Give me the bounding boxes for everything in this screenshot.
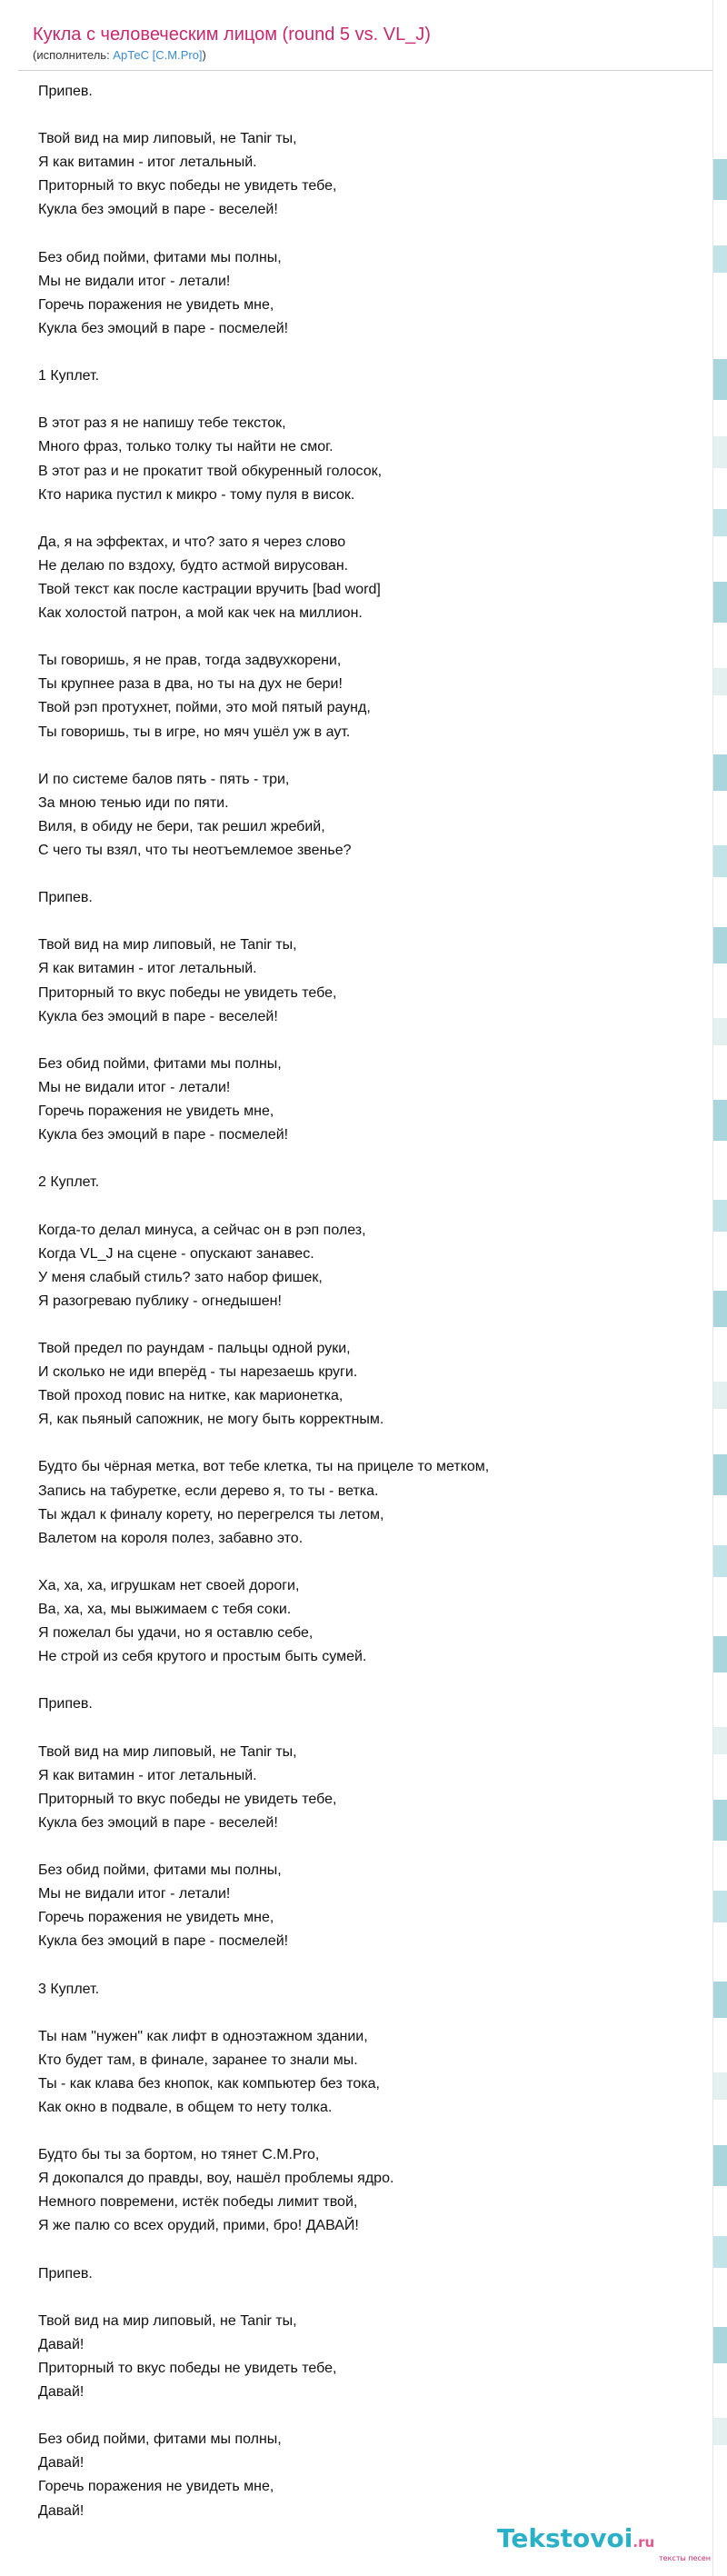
decorative-stripe — [712, 1545, 727, 1577]
decorative-stripe — [712, 845, 727, 877]
lyrics-line: Я как витамин - итог летальный. — [38, 155, 257, 171]
decorative-stripe — [712, 1382, 727, 1409]
lyrics-line: Твой проход повис на нитке, как марионетка, — [38, 1388, 344, 1404]
decorative-stripe — [712, 1100, 727, 1141]
lyrics-stanza — [38, 1337, 712, 1432]
lyrics-line: Кукла без эмоций в паре - посмелей! — [38, 1933, 289, 1950]
lyrics-line: Когда-то делал минуса, а сейчас он в рэп полез, — [38, 1222, 366, 1238]
lyrics-line: Не строй из себя крутого и простым быть сумей. — [38, 1649, 367, 1665]
lyrics-line: Припев. — [38, 1696, 93, 1712]
lyrics-line: Горечь поражения не увидеть мне, — [38, 1103, 274, 1120]
decorative-stripe — [712, 2327, 727, 2363]
lyrics-line: За мною тенью иди по пяти. — [38, 794, 229, 811]
lyrics-line: Валетом на короля полез, забавно это. — [38, 1530, 304, 1546]
lyrics-line: Мы не видали итог - летали! — [38, 273, 231, 289]
lyrics-line: Будто бы чёрная метка, вот тебе клетка, ты на прицеле то метком, — [38, 1459, 490, 1475]
lyrics-stanza — [38, 80, 712, 104]
lyrics-line: Много фраз, только толку ты найти не смог. — [38, 439, 334, 455]
lyrics-line: Ты ждал к финалу корету, но перегрелся ты летом, — [38, 1506, 384, 1523]
lyrics-stanza — [38, 2428, 712, 2522]
lyrics-line: Будто бы ты за бортом, но тянет C.M.Pro, — [38, 2147, 320, 2163]
lyrics-line: Кукла без эмоций в паре - посмелей! — [38, 320, 289, 336]
lyrics-line: Я разогреваю публику - огнедышен! — [38, 1293, 282, 1309]
lyrics-line: Не делаю по вздоху, будто астмой вирусован. — [38, 557, 349, 574]
lyrics-line: Приторный то вкус победы не увидеть тебе, — [38, 2361, 337, 2376]
lyrics-line: Да, я на эффектах, и что? зато я через слово — [38, 534, 346, 550]
decorative-stripe — [712, 159, 727, 200]
lyrics-line: Твой вид на мир липовый, не Tanir ты, — [38, 131, 297, 147]
lyrics-line: Твой вид на мир липовый, не Tanir ты, — [38, 1743, 297, 1760]
decorative-stripe — [712, 2145, 727, 2186]
decorative-stripe — [712, 436, 727, 468]
decorative-stripe — [712, 1636, 727, 1672]
lyrics-line: Приторный то вкус победы не увидеть тебе, — [38, 984, 337, 1001]
lyrics-line: Твой рэп протухнет, пойми, это мой пятый раунд, — [38, 700, 371, 716]
lyrics-line: Ты - как клава без кнопок, как компьютер без тока, — [38, 2075, 380, 2092]
lyrics-line: Без обид пойми, фитами мы полны, — [38, 1862, 282, 1879]
lyrics-line: Приторный то вкус победы не увидеть тебе, — [38, 1791, 337, 1807]
lyrics-line: Приторный то вкус победы не увидеть тебе, — [38, 178, 337, 195]
decorative-stripe — [712, 1200, 727, 1232]
decorative-stripe — [712, 359, 727, 400]
logo-tld: .ru — [632, 2534, 655, 2551]
lyrics-line: Кукла без эмоций в паре - посмелей! — [38, 1127, 289, 1143]
decorative-stripe — [712, 754, 727, 791]
lyrics-line: Ва, ха, ха, мы выжимаем с тебя соки. — [38, 1602, 292, 1617]
lyrics-line: Припев. — [38, 890, 93, 906]
lyrics-line: Кукла без эмоций в паре - веселей! — [38, 1814, 278, 1831]
lyrics-line: В этот раз я не напишу тебе тексток, — [38, 415, 286, 432]
lyrics-line: Виля, в обиду не бери, так решил жребий, — [38, 818, 325, 834]
lyrics-stanza — [38, 1978, 712, 2002]
lyrics-line: Кукла без эмоций в паре - веселей! — [38, 202, 278, 218]
logo-tagline: тексты песен — [659, 2554, 712, 2562]
lyrics-line: Без обид пойми, фитами мы полны, — [38, 2431, 282, 2448]
lyrics-line: Когда VL_J на сцене - опускают занавес. — [38, 1245, 314, 1262]
lyrics-page — [18, 0, 713, 2576]
lyrics-line: Припев. — [38, 84, 93, 99]
lyrics-line: Твой предел по раундам - пальцы одной руки, — [38, 1340, 351, 1356]
decorative-stripe — [712, 245, 727, 273]
lyrics-line: Ты нам "нужен" как лифт в одноэтажном здании, — [38, 2028, 368, 2044]
lyrics-line: Без обид пойми, фитами мы полны, — [38, 249, 282, 265]
decorative-stripe — [712, 1891, 727, 1922]
lyrics-line: У меня слабый стиль? зато набор фишек, — [38, 1269, 323, 1285]
lyrics-line: 1 Куплет. — [38, 368, 100, 384]
lyrics-stanza — [38, 531, 712, 625]
lyrics-line: Я же палю со всех орудий, прими, бро! ДАВАЙ! — [38, 2218, 359, 2234]
lyrics-line: Как холостой патрон, а мой как чек на миллион. — [38, 605, 363, 622]
lyrics-stanza — [38, 1455, 712, 1550]
lyrics-stanza — [38, 364, 712, 388]
lyrics-line: И сколько не иди вперёд - ты нарезаешь круги. — [38, 1364, 358, 1381]
lyrics-line: Я, как пьяный сапожник, не могу быть корректным. — [38, 1412, 384, 1428]
site-logo[interactable] — [497, 2523, 712, 2562]
decorative-stripe — [712, 509, 727, 536]
lyrics-stanza — [38, 1859, 712, 1953]
decorative-stripe — [712, 1727, 727, 1754]
lyrics-line: Кто нарика пустил к микро - тому пуля в висок. — [38, 486, 355, 503]
lyrics-line: Ты говоришь, ты в игре, но мяч ушёл уж в аут. — [38, 724, 351, 740]
lyrics-line: В этот раз и не прокатит твой обкуренный голосок, — [38, 463, 383, 479]
lyrics-stanza — [38, 246, 712, 341]
lyrics-stanza — [38, 2310, 712, 2404]
lyrics-line: Я пожелал бы удачи, но я оставлю себе, — [38, 1625, 314, 1642]
lyrics-line: Ты говоришь, я не прав, тогда задвухкорени, — [38, 653, 342, 669]
lyrics-stanza — [38, 1171, 712, 1194]
lyrics-stanza — [38, 768, 712, 863]
lyrics-stanza — [38, 934, 712, 1028]
decorative-side-stripes — [712, 0, 727, 2576]
decorative-stripe — [712, 1018, 727, 1045]
decorative-stripe — [712, 1454, 727, 1495]
logo-brand: Tekstovoi — [497, 2523, 633, 2553]
credits-prefix: (исполнитель: — [33, 48, 114, 62]
lyrics-line: Запись на табуретке, если дерево я, то ты - ветка. — [38, 1483, 379, 1499]
lyrics-stanza — [38, 412, 712, 506]
lyrics-line: Горечь поражения не увидеть мне, — [38, 2479, 274, 2495]
lyrics-line: Давай! — [38, 2455, 85, 2471]
decorative-stripe — [712, 2072, 727, 2100]
lyrics-line: Ты крупнее раза в два, но ты на дух не бери! — [38, 676, 343, 693]
credits-suffix: ) — [202, 48, 206, 62]
lyrics-line: Давай! — [38, 2502, 85, 2519]
lyrics-line: Ха, ха, ха, игрушкам нет своей дороги, — [38, 1577, 300, 1593]
lyrics-stanza — [38, 1219, 712, 1313]
song-credits — [33, 47, 705, 63]
lyrics-line: Кто будет там, в финале, заранее то знали мы. — [38, 2052, 358, 2068]
lyrics-stanza — [38, 1574, 712, 1669]
lyrics-line: 2 Куплет. — [38, 1174, 100, 1191]
artist-link[interactable]: АрТеС [C.M.Pro] — [113, 48, 203, 62]
lyrics-line: Без обид пойми, фитами мы полны, — [38, 1055, 282, 1072]
lyrics-line: С чего ты взял, что ты неотъемлемое звенье? — [38, 843, 352, 858]
lyrics-line: Твой вид на мир липовый, не Tanir ты, — [38, 937, 297, 954]
lyrics-line: Мы не видали итог - летали! — [38, 1886, 231, 1902]
lyrics-line: Горечь поражения не увидеть мне, — [38, 296, 274, 313]
lyrics-line: И по системе балов пять - пять - три, — [38, 771, 290, 787]
lyrics-line: 3 Куплет. — [38, 1981, 100, 1997]
decorative-stripe — [712, 2236, 727, 2268]
lyrics-line: Мы не видали итог - летали! — [38, 1079, 231, 1095]
lyrics-stanza — [38, 2262, 712, 2286]
lyrics-stanza — [38, 649, 712, 744]
decorative-stripe — [712, 1291, 727, 1327]
lyrics-line: Немного повремени, истёк победы лимит твой, — [38, 2194, 358, 2211]
lyrics-line: Я как витамин - итог летальный. — [38, 1767, 257, 1783]
decorative-stripe — [712, 927, 727, 964]
decorative-stripe — [712, 582, 727, 623]
lyrics-line: Твой текст как после кастрации вручить [bad word] — [38, 581, 381, 597]
decorative-stripe — [712, 1982, 727, 2018]
lyrics-line: Горечь поражения не увидеть мне, — [38, 1910, 274, 1926]
lyrics-stanza — [38, 1692, 712, 1716]
song-header — [18, 24, 712, 71]
lyrics-line: Кукла без эмоций в паре - веселей! — [38, 1008, 278, 1024]
decorative-stripe — [712, 668, 727, 695]
lyrics-stanza — [38, 886, 712, 910]
lyrics-line: Давай! — [38, 2336, 85, 2352]
lyrics-line: Припев. — [38, 2265, 93, 2281]
lyrics-line: Как окно в подвале, в общем то нету толка. — [38, 2099, 333, 2115]
lyrics-line: Я как витамин - итог летальный. — [38, 961, 257, 977]
lyrics-stanza — [38, 2025, 712, 2120]
lyrics-stanza — [38, 127, 712, 222]
decorative-stripe — [712, 2418, 727, 2445]
lyrics-stanza — [38, 1741, 712, 1835]
lyrics-line: Твой вид на мир липовый, не Tanir ты, — [38, 2312, 297, 2329]
lyrics-stanza — [38, 2143, 712, 2238]
lyrics-text — [18, 71, 712, 2523]
lyrics-line: Я докопался до правды, воу, нашёл проблемы ядро. — [38, 2171, 394, 2187]
decorative-stripe — [712, 1800, 727, 1841]
song-title: Кукла с человеческим лицом (round 5 vs. VL_J) — [33, 25, 431, 45]
lyrics-line: Давай! — [38, 2384, 85, 2401]
lyrics-stanza — [38, 1053, 712, 1147]
